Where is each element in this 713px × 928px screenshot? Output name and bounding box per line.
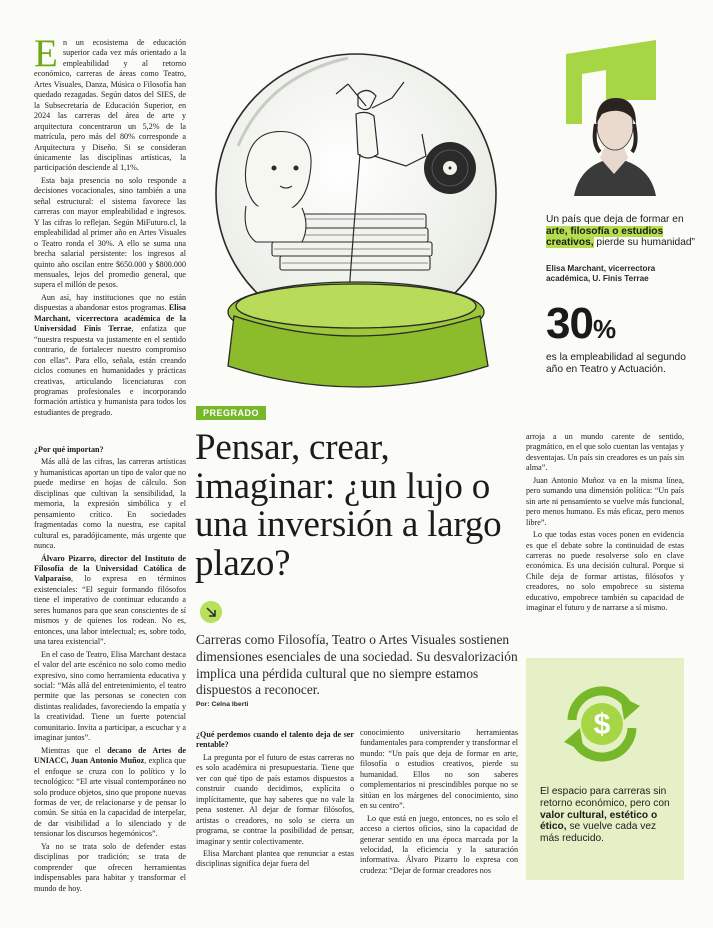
source-name: Elisa Marchant, vicerrectora académica de la Universidad Finis Terrae [34,303,186,334]
body-column-4 [360,728,518,878]
paragraph-text: , enfatiza que “nuestra respuesta va justamente en el sentido contrario, de fortalecer nuestro compromiso con ellas”. Para ello, señala, están creando ciclos comunes en humanidades y prácticas creativas, articulando licenciaturas con programas profesionales e incorporando formación artística y humanista para todos los estudiantes de pregrado. [34,324,186,417]
body-column-2 [34,443,186,896]
quote-author: Elisa Marchant, vicerrectora académica, U. Finis Terrae [546,264,656,283]
pull-quote [546,214,696,249]
body-column-3 [196,728,354,872]
stat-unit: % [592,314,616,344]
paragraph-text: Aun así, hay instituciones que no están dispuestas a abandonar estos programas. [34,292,186,313]
paragraph [34,293,186,418]
info-text-bold: valor cultural, estético o ético, [540,809,658,833]
globe-base-icon [228,282,488,387]
paragraph [34,554,186,648]
paragraph: La pregunta por el futuro de estas carreras no es solo académica ni presupuestaria. Tiene que ver con qué tipo de país estamos dispuestos a construir cuando decidimos, explícita o implícitamente, que hay saberes que no vale la pena sostener. Al dejar de formar filósofos, artistas o creadores, no solo se cierra un programa, se contrae la posibilidad de pensar, imaginar y sentir colectivamente. [196,752,354,846]
paragraph: Ya no se trata solo de defender estas disciplinas por tradición; se trata de comprender que ofrecen herramientas indispensables para habitar y transformar el mundo de hoy. [34,841,186,893]
paragraph: Juan Antonio Muñoz va en la misma línea, pero sumando una dimensión política: “Un país sin arte ni pensamiento se vuelve más funcional, pero menos humano. Es más eficaz, pero menos libre”. [526,475,684,527]
paragraph: En el caso de Teatro, Elisa Marchant destaca el valor del arte escénico no solo como medio expresivo, sino como herramienta educativa y social: “Más allá del entretenimiento, el teatro permite que las personas se conecten con distintas realidades, favoreciendo la empatía y la creatividad. Tiene un fuerte potencial comunitario. Invita a participar, a escuchar y a imaginar juntos”. [34,649,186,743]
quote-highlight: arte, filosofía o estudios creativos, [546,225,664,249]
svg-text:$: $ [593,708,611,741]
vinyl-record-icon [424,142,476,194]
drop-cap: E [34,32,58,75]
snow-globe-illustration [198,36,516,408]
body-column-5 [526,432,684,616]
source-name: Álvaro Pizarro, director del Instituto de Filosofía de la Universidad Católica de Valparaíso [34,553,186,584]
paragraph: Esta baja presencia no solo responde a decisiones vocacionales, sino también a una señal estructural: el sistema favorece las carreras con mayor empleabilidad e ingresos. Y las cifras lo reflejan. Según MiFuturo.cl, la empleabilidad al primer año en Artes Visuales o Teatro ronda el 30%. A ello se suma una brecha salarial persistente: los ingresos al quinto año oscilan entre $650.000 y $800.000 mensuales, lejos del promedio general, que supera el millón de pesos. [34,175,186,290]
stat-number [546,299,616,351]
paragraph [34,746,186,840]
paragraph: Lo que está en juego, entonces, no es solo el acceso a ciertos oficios, sino la capacidad de generar sentido en una época marcada por la velocidad, la eficiencia y la saturación informativa. Álvaro Pizarro lo expresa con crudeza: “Dejar de formar creadores nos [360,813,518,875]
paragraph-text: , lo expresa en términos existenciales: “El seguir formando filósofos tiene el imperativo de continuar educando a seres humanos para que sean conscientes de sí mismos y de quienes los rodean. No es, entonces, una labor intelectual; es, sobre todo, una tarea existencial”. [34,574,186,647]
section-tag: PREGRADO [196,406,266,420]
byline: Por: Celna Iberti [196,701,249,708]
subheading: ¿Qué perdemos cuando el talento deja de ser rentable? [196,730,354,750]
statue-head-icon [245,132,311,243]
dollar-cycle-icon [554,676,650,772]
paragraph: conocimiento universitario herramientas fundamentales para comprender y transformar el mundo: “Un país que deja de formar en arte, filosofía o estudios creativos, pierde su humanidad. Ellos no son saberes complementarios ni prescindibles porque no se sitúan en los márgenes del conocimiento, sino en su centro”. [360,728,518,811]
headline: Pensar, crear, imaginar: ¿un lujo o una inversión a largo plazo? [195,427,502,584]
body-column-1 [34,32,186,420]
paragraph: Elisa Marchant plantea que renunciar a estas disciplinas significa dejar fuera del [196,848,354,869]
quote-text: pierde su humanidad” [593,237,695,249]
subheading: ¿Por qué importan? [34,445,104,454]
arrow-down-right-icon [200,601,222,623]
quote-text: Un país que deja de formar en [546,214,684,225]
source-name: decano de Artes de UNIACC, Juan Antonio Muñoz [34,745,186,766]
info-box-text [540,786,674,845]
stat-label: es la empleabilidad al segundo año en Teatro y Actuación. [546,352,686,375]
info-text: El espacio para carreras sin retorno económico, pero con [540,786,670,809]
deck-subtitle: Carreras como Filosofía, Teatro o Artes Visuales sostienen dimensiones esenciales de una sociedad. Su desvalorización implica una pérdida cultural que no siempre estamos dispuestos a reconocer. [196,632,518,698]
paragraph: Lo que todas estas voces ponen en evidencia es que el debate sobre la continuidad de estas carreras no puede resolverse solo en clave económica. Es una decisión cultural. Porque si Chile deja de formar artistas, filósofos y creadores, no solo empobrece su sistema educativo, empobrece también su capacidad de imaginar el futuro y de narrarse a sí mismo. [526,530,684,613]
paragraph: arroja a un mundo carente de sentido, pragmático, en el que solo cuentan las ventajas y desventajas. Un país sin creadores es un país sin alma”. [526,432,684,473]
info-text: se vuelve cada vez más reducido. [540,821,657,845]
paragraph: Más allá de las cifras, las carreras artísticas y humanísticas aportan un tipo de valor que no puede medirse en hojas de cálculo. Son disciplinas que cultivan la sensibilidad, la memoria, la expresión simbólica y el pensamiento crítico. En sociedades fragmentadas como la nuestra, ese capital cultural es, paradójicamente, más urgente que nunca. [34,457,186,551]
paragraph-text: Mientras que el [41,745,101,755]
paragraph-text: , explica que el enfoque se cruza con lo político y lo tecnológico: “El arte visual contemporáneo no solo produce objetos, sino que propone nuevas formas de ver, de relacionarse y de pensar lo común. Se sitúa en la capacidad de interpelar, de dar visibilidad a lo silenciado y de tensionar los discursos hegemónicos”. [34,756,186,839]
stat-value: 30 [546,299,593,348]
portrait-photo [546,40,684,196]
lead-paragraph [34,32,186,174]
paragraph-text: n un ecosistema de educación superior cada vez más orientado a la empleabilidad y al retorno económico, carreras de áreas como Teatro, Artes Visuales, Danza, Música o Filosofía han quedado rezagadas. Según datos del SIES, de la Subsecretaría de Educación Superior, en 2024 las carreras del área de arte y arquitectura concentraron un 5,2% de la matrícula, pero más del 80% corresponde a Arquitectura y Diseño. Si se consideran únicamente las disciplinas artísticas, la participación desciende al 1,1%. [34,38,186,173]
